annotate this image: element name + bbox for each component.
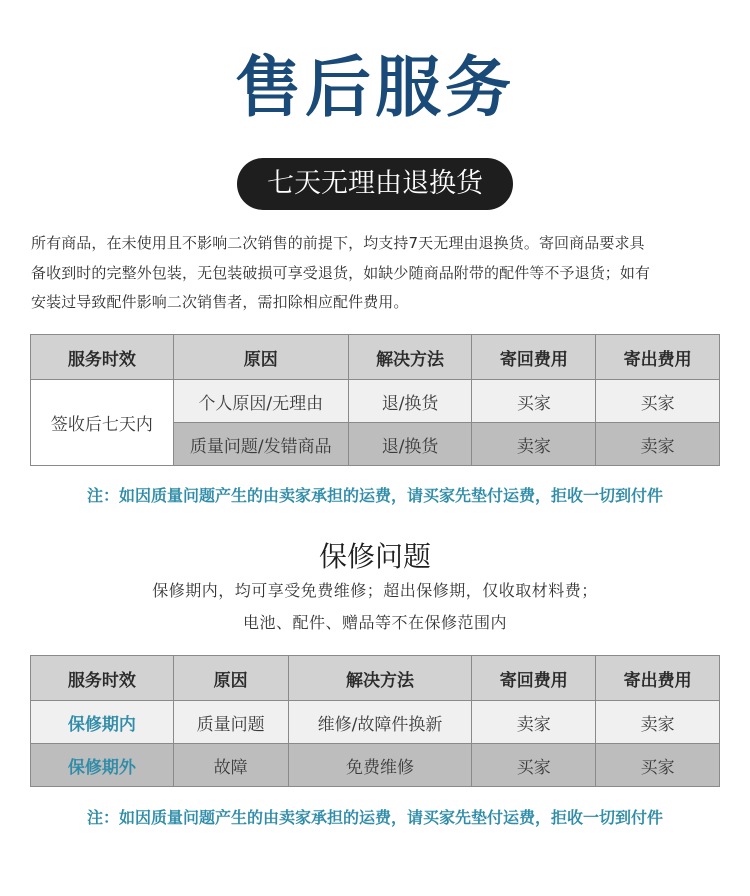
header-cell: 原因	[173, 656, 288, 701]
solution-cell: 维修/故障件换新	[288, 701, 472, 744]
warranty-table	[30, 655, 720, 787]
solution-cell: 免费维修	[288, 744, 472, 787]
return-shipping-note: 注：如因质量问题产生的由卖家承担的运费，请买家先垫付运费，拒收一切到付件	[86, 486, 663, 505]
return-policy-table	[30, 334, 720, 466]
period-cell: 保修期内	[31, 701, 174, 744]
return-fee-cell: 买家	[472, 380, 596, 423]
return-fee-cell: 卖家	[472, 423, 596, 466]
table-header-row	[31, 656, 720, 701]
return-fee-cell: 买家	[472, 744, 596, 787]
period-cell: 签收后七天内	[31, 380, 174, 466]
header-cell: 寄回费用	[472, 656, 596, 701]
send-fee-cell: 买家	[596, 380, 720, 423]
reason-cell: 质量问题/发错商品	[173, 423, 348, 466]
warranty-heading: 保修问题	[318, 540, 431, 573]
solution-cell: 退/换货	[348, 380, 472, 423]
return-policy-paragraph	[31, 229, 725, 318]
header-cell: 寄回费用	[472, 335, 596, 380]
table-row	[31, 744, 720, 787]
table-row	[31, 701, 720, 744]
reason-cell: 个人原因/无理由	[173, 380, 348, 423]
paragraph-line: 所有商品，在未使用且不影响二次销售的前提下，均支持7天无理由退换货。寄回商品要求具	[31, 234, 645, 252]
header-cell: 服务时效	[31, 656, 174, 701]
header-cell: 解决方法	[348, 335, 472, 380]
solution-cell: 退/换货	[348, 423, 472, 466]
header-cell: 寄出费用	[596, 656, 720, 701]
table-header-row	[31, 335, 720, 380]
reason-cell: 质量问题	[173, 701, 288, 744]
page-title: 售后服务	[235, 48, 515, 126]
period-cell: 保修期外	[31, 744, 174, 787]
warranty-line: 保修期内，均可享受免费维修；超出保修期，仅收取材料费；	[152, 581, 598, 600]
header-cell: 寄出费用	[596, 335, 720, 380]
warranty-shipping-note: 注：如因质量问题产生的由卖家承担的运费，请买家先垫付运费，拒收一切到付件	[86, 808, 663, 827]
reason-cell: 故障	[173, 744, 288, 787]
header-cell: 解决方法	[288, 656, 472, 701]
warranty-line: 电池、配件、赠品等不在保修范围内	[242, 613, 507, 632]
send-fee-cell: 卖家	[596, 701, 720, 744]
header-cell: 服务时效	[31, 335, 174, 380]
header-cell: 原因	[173, 335, 348, 380]
send-fee-cell: 买家	[596, 744, 720, 787]
send-fee-cell: 卖家	[596, 423, 720, 466]
table-row	[31, 380, 720, 423]
paragraph-line: 安装过导致配件影响二次销售者，需扣除相应配件费用。	[31, 293, 409, 311]
return-fee-cell: 卖家	[472, 701, 596, 744]
return-policy-badge: 七天无理由退换货	[237, 158, 513, 210]
paragraph-line: 备收到时的完整外包装，无包装破损可享受退货，如缺少随商品附带的配件等不予退货；如有	[31, 263, 651, 282]
